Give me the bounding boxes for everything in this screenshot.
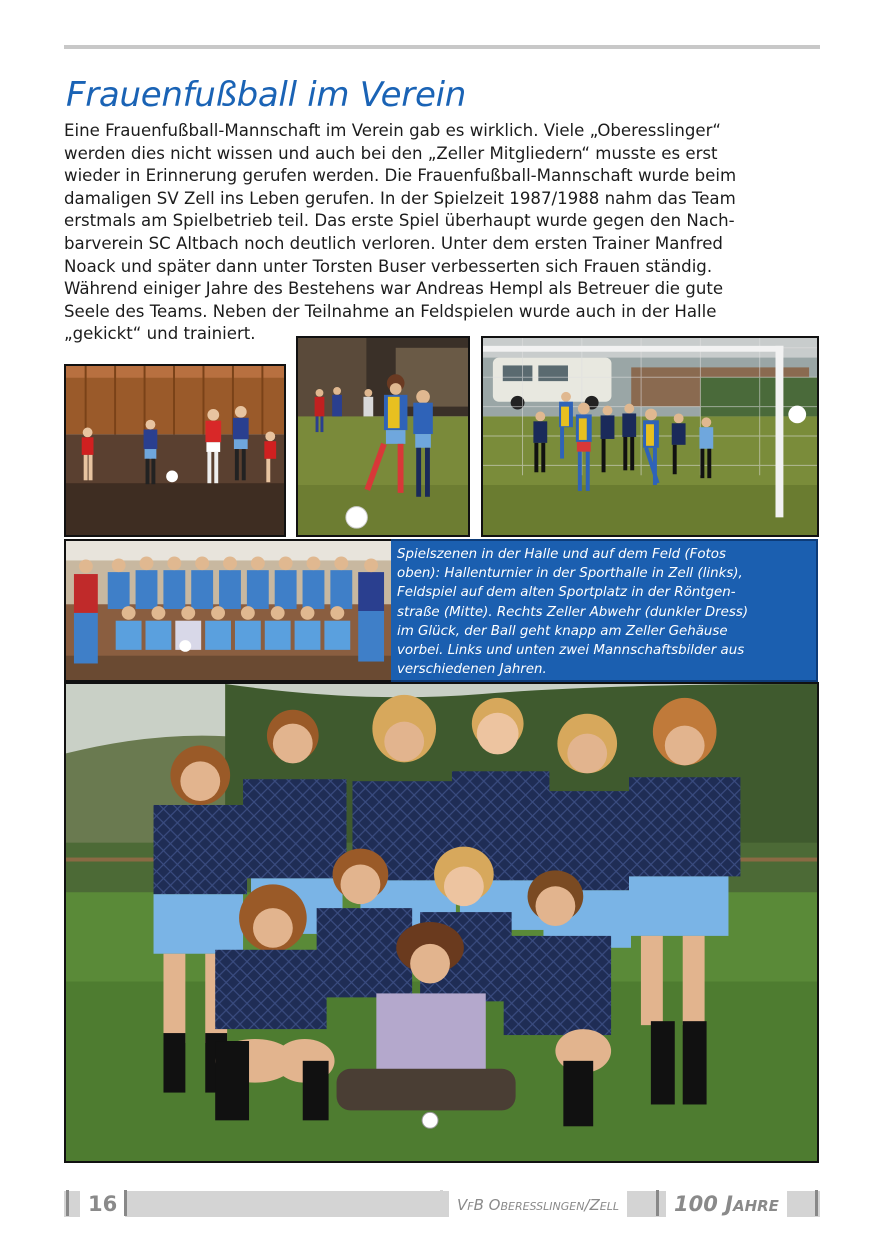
article-line: Eine Frauenfußball-Mannschaft im Verein gab es wirklich. Viele „Oberesslinger“	[64, 121, 721, 140]
article-line: barverein SC Altbach noch deutlich verloren. Unter dem ersten Trainer Manfred	[64, 233, 723, 253]
article-line: wieder in Erinnerung gerufen werden. Die Frauenfußball-Mannschaft wurde beim	[64, 166, 737, 186]
photo-hall-tournament	[64, 364, 286, 537]
footer-club-name: VfB Oberesslingen/Zell	[449, 1190, 627, 1218]
footer-divider	[656, 1190, 659, 1216]
caption-line: oben): Hallenturnier in der Sporthalle in Zell (links),	[397, 566, 743, 582]
caption-line: verschiedenen Jahren.	[397, 662, 547, 678]
article-line: „gekickt“ und trainiert.	[64, 324, 256, 344]
article-line: damaligen SV Zell ins Leben gerufen. In der Spielzeit 1987/1988 nahm das Team	[64, 188, 736, 208]
photo-caption	[391, 539, 818, 682]
page-number: 16	[80, 1190, 125, 1218]
photo-field-game-center	[296, 336, 470, 537]
article-body	[64, 120, 824, 346]
footer-divider	[66, 1190, 69, 1216]
photo-team-small	[64, 539, 391, 682]
page-title: Frauenfußball im Verein	[66, 75, 466, 115]
footer-divider	[440, 1190, 443, 1216]
caption-line: im Glück, der Ball geht knapp am Zeller Gehäuse	[397, 623, 728, 639]
footer-divider	[815, 1190, 818, 1216]
article-line: werden dies nicht wissen und auch bei den „Zeller Mitgliedern“ musste es erst	[64, 143, 718, 163]
caption-line: Spielszenen in der Halle und auf dem Feld (Fotos	[397, 547, 726, 562]
top-rule	[64, 45, 820, 49]
article-line: erstmals am Spielbetrieb teil. Das erste Spiel überhaupt wurde gegen den Nach-	[64, 211, 735, 231]
article-line: Noack und später dann unter Torsten Buser verbesserten sich Frauen ständig.	[64, 256, 713, 276]
article-line: Während einiger Jahre des Bestehens war Andreas Hempl als Betreuer die gute	[64, 279, 724, 299]
footer-divider	[124, 1190, 127, 1216]
photo-team-large	[64, 682, 819, 1163]
footer-anniversary: 100 Jahre	[666, 1190, 787, 1218]
article-line: Seele des Teams. Neben der Teilnahme an Feldspielen wurde auch in der Halle	[64, 301, 717, 321]
caption-line: Feldspiel auf dem alten Sportplatz in der Röntgen-	[397, 585, 736, 601]
caption-line: vorbei. Links und unten zwei Mannschaftsbilder aus	[397, 643, 745, 659]
photo-field-game-right	[481, 336, 819, 537]
caption-line: straße (Mitte). Rechts Zeller Abwehr (dunkler Dress)	[397, 604, 749, 620]
